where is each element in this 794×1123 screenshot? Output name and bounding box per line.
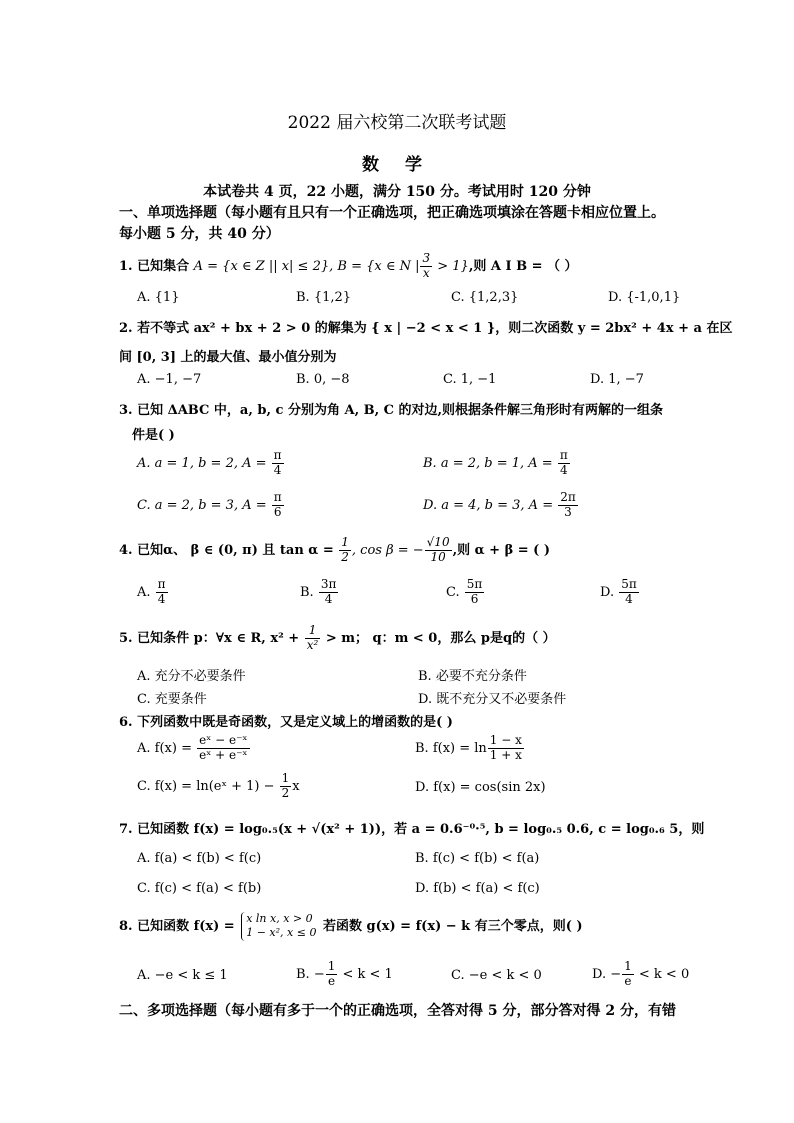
exam-info: 本试卷共 4 页，22 小题，满分 150 分。考试用时 120 分钟 <box>203 184 591 200</box>
section1-heading: 一、单项选择题（每小题有且只有一个正确选项，把正确选项填涂在答题卡相应位置上。 <box>119 205 665 221</box>
q2-option-d: D. 1, −7 <box>590 372 644 387</box>
q1-suffix: ,则 A I B = （ ） <box>468 258 578 274</box>
question-4: 4. 已知α、 β ∈ (0, π) 且 tan α = $\frac{1}{2}$ , cos β = − $\frac{√10}{10}$ ,则 α + β = ( ) <box>119 535 550 564</box>
q2-option-b: B. 0, −8 <box>296 372 350 387</box>
q8-option-d: D. − $\frac{1}{e}$ < k < 0 <box>592 959 690 988</box>
subject-title: 数 学 <box>362 155 432 175</box>
question-2: 2. 若不等式 ax² + bx + 2 > 0 的解集为 { x | −2 < x < 1 }，则二次函数 y = 2bx² + 4x + a 在区 <box>119 321 733 336</box>
q1-option-b: B. {1,2} <box>296 290 352 305</box>
q6-option-b: B. f(x) = ln $\frac{1 - x}{1 + x}$ <box>415 733 522 762</box>
q6-option-d: D. f(x) = cos(sin 2x) <box>415 780 546 795</box>
q5-option-b: B. 必要不充分条件 <box>418 669 527 684</box>
q8-piecewise: x ln x, x > 0 1 − x², x ≤ 0 <box>241 912 316 941</box>
q8-option-c: C. −e < k < 0 <box>451 968 542 983</box>
q3-option-a: A. a = 1, b = 2, A = $\frac{\pi}{4}$ <box>137 448 282 477</box>
question-2-cont: 间 [0, 3] 上的最大值、最小值分别为 <box>119 350 337 365</box>
q4-option-a: A. $\frac{\pi}{4}$ <box>137 577 166 606</box>
q2-option-c: C. 1, −1 <box>443 372 497 387</box>
q7-option-a: A. f(a) < f(b) < f(c) <box>137 851 262 866</box>
section1-heading-cont: 每小题 5 分，共 40 分） <box>119 226 280 242</box>
q3-option-c: C. a = 2, b = 3, A = $\frac{\pi}{6}$ <box>137 490 282 519</box>
question-1 <box>119 252 578 281</box>
q5-option-c: C. 充要条件 <box>137 692 207 707</box>
question-3-cont: 件是( ) <box>132 428 175 443</box>
question-8: 8. 已知函数 f(x) = x ln x, x > 0 1 − x², x ≤ 0 若函数 g(x) = f(x) − k 有三个零点，则( ) <box>119 912 583 940</box>
q7-option-b: B. f(c) < f(b) < f(a) <box>415 851 540 866</box>
q8-option-a: A. −e < k ≤ 1 <box>137 968 228 983</box>
q3-option-d: D. a = 4, b = 3, A = $\frac{2\pi}{3}$ <box>423 490 576 519</box>
question-7: 7. 已知函数 f(x) = log₀.₅(x + √(x² + 1))，若 a = 0.6⁻⁰·⁵, b = log₀.₅ 0.6, c = log₀.₆ 5，则 <box>119 822 705 837</box>
q1-math-b: > 1} <box>433 258 469 274</box>
q1-option-c: C. {1,2,3} <box>451 290 519 305</box>
q6-option-a: A. f(x) = $\frac{\text{eˣ − e⁻ˣ}}{\text{eˣ + e⁻ˣ}}$ <box>137 733 248 762</box>
q2-option-a: A. −1, −7 <box>137 372 202 387</box>
question-3: 3. 已知 ΔABC 中，a, b, c 分别为角 A, B, C 的对边,则根据条件解三角形时有两解的一组条 <box>119 403 664 418</box>
q1-option-a: A. {1} <box>137 290 180 305</box>
q5-option-d: D. 既不充分又不必要条件 <box>418 692 567 707</box>
exam-title: 2022 届六校第二次联考试题 <box>287 113 507 133</box>
q8-option-b: B. − $\frac{1}{e}$ < k < 1 <box>296 959 393 988</box>
q1-math-a: A = {x ∈ Z || x| ≤ 2}, B = {x ∈ N | <box>193 258 420 274</box>
q3-option-b: B. a = 2, b = 1, A = $\frac{\pi}{4}$ <box>423 448 568 477</box>
q5-option-a: A. 充分不必要条件 <box>137 669 246 684</box>
question-5: 5. 已知条件 p：∀x ∈ R, x² + $\frac{1}{\text{x²}}$ > m； q：m < 0，那么 p是q的（ ） <box>119 623 556 652</box>
q6-option-c: C. f(x) = ln(eˣ + 1) − $\frac{1}{2}$ x <box>137 771 300 800</box>
q1-fraction: $\frac{3}{x}$ <box>422 251 431 280</box>
q1-option-d: D. {-1,0,1} <box>608 290 681 305</box>
q4-option-d: D. $\frac{5\pi}{4}$ <box>600 577 637 606</box>
question-6: 6. 下列函数中既是奇函数，又是定义域上的增函数的是( ) <box>119 715 453 730</box>
q4-option-c: C. $\frac{5\pi}{6}$ <box>446 577 483 606</box>
section2-heading: 二、多项选择题（每小题有多于一个的正确选项，全答对得 5 分，部分答对得 2 分，有错 <box>119 1003 676 1019</box>
q1-prefix: 1. 已知集合 <box>119 258 194 274</box>
q7-option-c: C. f(c) < f(a) < f(b) <box>137 881 262 896</box>
q4-option-b: B. $\frac{3\pi}{4}$ <box>300 577 337 606</box>
q7-option-d: D. f(b) < f(a) < f(c) <box>415 881 540 896</box>
